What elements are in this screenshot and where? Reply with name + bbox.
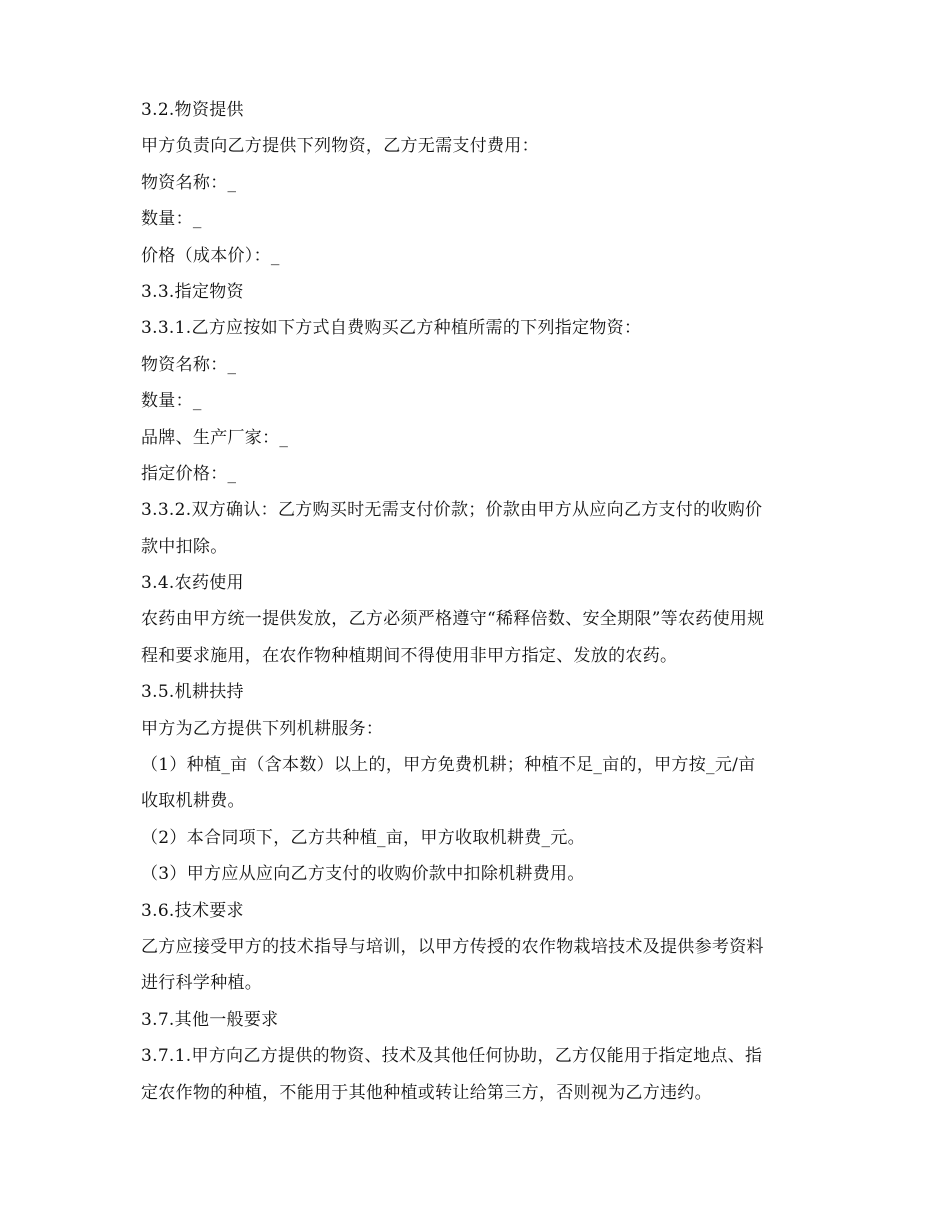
section-heading-3-4: 3.4.农药使用 — [141, 573, 244, 594]
list-item-3: （3）甲方应从应向乙方支付的收购价款中扣除机耕费用。 — [141, 864, 585, 885]
section-heading-3-7: 3.7.其他一般要求 — [141, 1009, 279, 1030]
paragraph-line: 定农作物的种植，不能用于其他种植或转让给第三方，否则视为乙方违约。 — [141, 1082, 712, 1103]
paragraph-line: 乙方应接受甲方的技术指导与培训，以甲方传授的农作物栽培技术及提供参考资料 — [141, 936, 764, 957]
section-heading-3-2: 3.2.物资提供 — [141, 100, 244, 120]
field-designated-price: 指定价格：_ — [141, 463, 237, 484]
field-cost-price: 价格（成本价）：_ — [141, 245, 280, 266]
paragraph-line: 甲方负责向乙方提供下列物资，乙方无需支付费用： — [141, 136, 539, 157]
document-body — [141, 92, 813, 1111]
paragraph-line: 进行科学种植。 — [141, 973, 263, 994]
section-heading-3-3: 3.3.指定物资 — [141, 281, 244, 302]
field-brand-manufacturer: 品牌、生产厂家：_ — [141, 427, 289, 448]
paragraph-line: 款中扣除。 — [141, 536, 228, 557]
paragraph-line: 程和要求施用，在农作物种植期间不得使用非甲方指定、发放的农药。 — [141, 645, 678, 666]
list-item-1: （1）种植_亩（含本数）以上的，甲方免费机耕；种植不足_亩的，甲方按_元/亩 — [141, 755, 756, 776]
list-item-2: （2）本合同项下，乙方共种植_亩，甲方收取机耕费_元。 — [141, 827, 585, 848]
field-quantity: 数量：_ — [141, 391, 202, 412]
paragraph-line: 农药由甲方统一提供发放，乙方必须严格遵守“稀释倍数、安全期限”等农药使用规 — [141, 609, 765, 630]
paragraph-line: 3.3.2.双方确认：乙方购买时无需支付价款；价款由甲方从应向乙方支付的收购价 — [141, 500, 763, 521]
section-heading-3-5: 3.5.机耕扶持 — [141, 682, 244, 703]
paragraph-line: 甲方为乙方提供下列机耕服务： — [141, 718, 384, 739]
paragraph-line: 3.7.1.甲方向乙方提供的物资、技术及其他任何协助，乙方仅能用于指定地点、指 — [141, 1046, 763, 1067]
section-heading-3-6: 3.6.技术要求 — [141, 900, 244, 921]
paragraph-line: 3.3.1.乙方应按如下方式自费购买乙方种植所需的下列指定物资： — [141, 318, 642, 339]
field-quantity: 数量：_ — [141, 209, 202, 230]
field-material-name: 物资名称：_ — [141, 172, 237, 193]
field-material-name: 物资名称：_ — [141, 354, 237, 375]
list-item-1-continued: 收取机耕费。 — [141, 791, 245, 812]
